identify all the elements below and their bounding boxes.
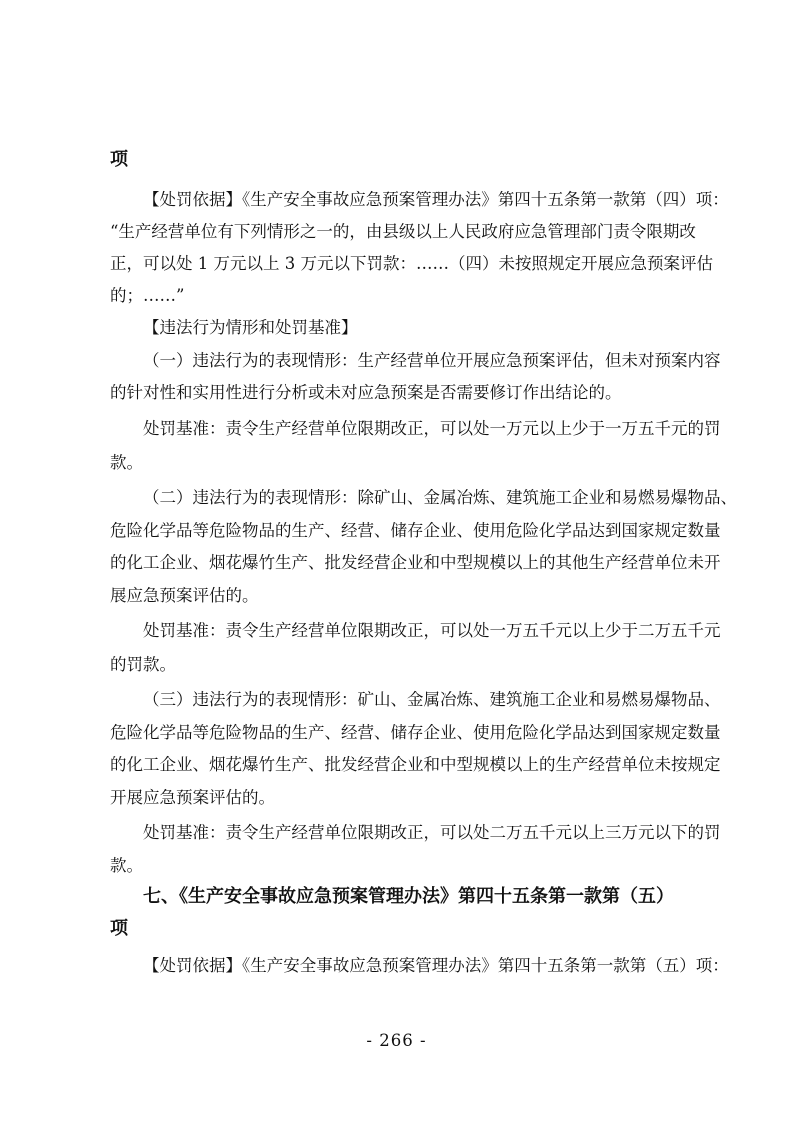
penalty-basis-line: 【处罚依据】《生产安全事故应急预案管理办法》第四十五条第一款第（五）项： bbox=[143, 956, 729, 975]
page-number: - 266 - bbox=[366, 1031, 427, 1050]
case-two-line: 的化工企业、烟花爆竹生产、批发经营企业和中型规模以上的其他生产经营单位未开 bbox=[110, 553, 721, 572]
section-heading: 七、《生产安全事故应急预案管理办法》第四十五条第一款第（五） bbox=[143, 886, 674, 907]
standard-three-line: 款。 bbox=[110, 856, 143, 875]
standard-two-line: 处罚基准：责令生产经营单位限期改正，可以处一万五千元以上少于二万五千元 bbox=[143, 621, 721, 640]
case-two-line: 危险化学品等危险物品的生产、经营、储存企业、使用危险化学品达到国家规定数量 bbox=[110, 521, 721, 540]
case-one-line: （一）违法行为的表现情形：生产经营单位开展应急预案评估，但未对预案内容 bbox=[143, 351, 721, 370]
section-heading: 项 bbox=[110, 918, 128, 939]
penalty-basis-line: “生产经营单位有下列情形之一的，由县级以上人民政府应急管理部门责令限期改 bbox=[110, 222, 696, 241]
case-three-line: 的化工企业、烟花爆竹生产、批发经营企业和中型规模以上的生产经营单位未按规定 bbox=[110, 755, 721, 774]
standard-one-line: 款。 bbox=[110, 453, 143, 472]
penalty-basis-line: 【处罚依据】《生产安全事故应急预案管理办法》第四十五条第一款第（四）项： bbox=[143, 190, 729, 209]
case-two-line: 展应急预案评估的。 bbox=[110, 586, 259, 605]
subheading: 【违法行为情形和处罚基准】 bbox=[143, 318, 358, 337]
standard-one-line: 处罚基准：责令生产经营单位限期改正，可以处一万元以上少于一万五千元的罚 bbox=[143, 419, 721, 438]
case-three-line: 开展应急预案评估的。 bbox=[110, 788, 275, 807]
case-three-line: 危险化学品等危险物品的生产、经营、储存企业、使用危险化学品达到国家规定数量 bbox=[110, 723, 721, 742]
case-one-line: 的针对性和实用性进行分析或未对应急预案是否需要修订作出结论的。 bbox=[110, 383, 622, 402]
section-heading-continuation: 项 bbox=[110, 149, 128, 170]
standard-three-line: 处罚基准：责令生产经营单位限期改正，可以处二万五千元以上三万元以下的罚 bbox=[143, 823, 721, 842]
penalty-basis-line: 正，可以处 1 万元以上 3 万元以下罚款：……（四）未按照规定开展应急预案评估 bbox=[110, 254, 713, 273]
penalty-basis-line: 的；……” bbox=[110, 286, 185, 305]
standard-two-line: 的罚款。 bbox=[110, 655, 176, 674]
case-two-line: （二）违法行为的表现情形：除矿山、金属冶炼、建筑施工企业和易燃易爆物品、 bbox=[143, 488, 737, 507]
case-three-line: （三）违法行为的表现情形：矿山、金属冶炼、建筑施工企业和易燃易爆物品、 bbox=[143, 690, 721, 709]
